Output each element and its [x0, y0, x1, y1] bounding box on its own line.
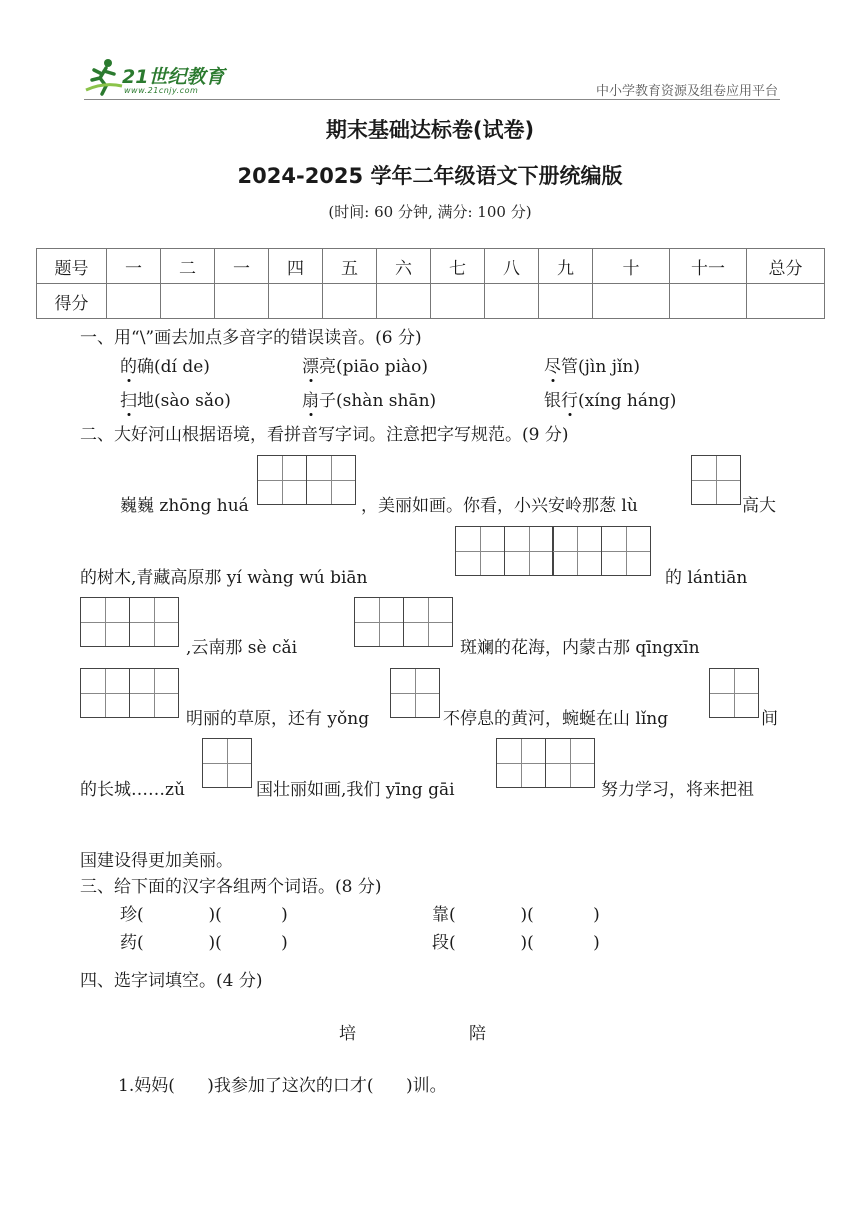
header-cell: 四: [269, 249, 323, 284]
score-cell[interactable]: [670, 284, 747, 319]
q2-text: 的树木,青藏高原那 yí wàng wú biān: [80, 568, 368, 588]
score-cell[interactable]: [485, 284, 539, 319]
tianzige-box[interactable]: [202, 738, 251, 788]
q2-text: 斑斓的花海，内蒙古那 qīngxīn: [460, 638, 700, 658]
site-logo: [84, 56, 254, 98]
tianzige-box[interactable]: [691, 455, 740, 505]
score-cell[interactable]: [593, 284, 670, 319]
tianzige-box[interactable]: [354, 597, 451, 647]
q2-text: ,云南那 sè cǎi: [186, 638, 298, 658]
tianzige-box[interactable]: [390, 668, 439, 718]
logo-text: 21世纪教育: [122, 66, 225, 88]
tianzige-box[interactable]: [709, 668, 758, 718]
tianzige-box[interactable]: [455, 526, 649, 576]
q1-item: 扇子(shàn shān): [302, 391, 437, 411]
q2-title: 二、大好河山根据语境，看拼音写字词。注意把字写规范。(9 分): [80, 425, 569, 445]
score-cell[interactable]: [161, 284, 215, 319]
q1-dotted-char: 的: [120, 357, 137, 377]
exam-subtitle: 2024-2025 学年二年级语文下册统编版: [237, 164, 623, 188]
q3-title: 三、给下面的汉字各组两个词语。(8 分): [80, 877, 382, 897]
q2-text: 国壮丽如画,我们 yīng gāi: [256, 780, 455, 800]
q4-option: 陪: [469, 1024, 486, 1044]
platform-name: 中小学教育资源及组卷应用平台: [595, 84, 778, 99]
header-cell: 五: [323, 249, 377, 284]
tianzige-box[interactable]: [80, 668, 177, 718]
tianzige-box[interactable]: [257, 455, 354, 505]
score-row-label: 得分: [37, 284, 107, 319]
score-table-score-row: [37, 284, 825, 319]
q3-item: 靠( )( ): [432, 905, 600, 925]
q2-text: 不停息的黄河，蜿蜒在山 lǐng: [443, 709, 669, 729]
q1-item: 扫地(sào sǎo): [120, 391, 231, 411]
q1-item: 银行(xíng háng): [544, 391, 677, 411]
q1-item: 的确(dí de): [120, 357, 210, 377]
q2-text: 国建设得更加美丽。: [80, 851, 233, 871]
header-cell: 一: [215, 249, 269, 284]
q4-sentence: 1.妈妈( )我参加了这次的口才( )训。: [118, 1076, 447, 1096]
header-cell: 七: [431, 249, 485, 284]
q3-item: 药( )( ): [120, 933, 288, 953]
q1-dotted-char: 扇: [302, 391, 319, 411]
score-cell[interactable]: [431, 284, 485, 319]
q2-text: 明丽的草原，还有 yǒng: [186, 709, 370, 729]
score-cell[interactable]: [323, 284, 377, 319]
q4-title: 四、选字词填空。(4 分): [80, 971, 263, 991]
tianzige-box[interactable]: [80, 597, 177, 647]
score-cell[interactable]: [107, 284, 161, 319]
score-cell[interactable]: [215, 284, 269, 319]
header-cell: 总分: [747, 249, 825, 284]
header-divider: [84, 99, 780, 100]
q1-dotted-char: 尽: [544, 357, 561, 377]
tianzige-box[interactable]: [496, 738, 593, 788]
q2-text: 间: [761, 709, 778, 729]
exam-time-info: (时间: 60 分钟, 满分: 100 分): [328, 203, 532, 221]
header-cell: 六: [377, 249, 431, 284]
q1-dotted-char: 行: [561, 391, 578, 411]
header-cell: 八: [485, 249, 539, 284]
q3-item: 段( )( ): [432, 933, 600, 953]
score-cell[interactable]: [747, 284, 825, 319]
q2-text: 巍巍 zhōng huá: [120, 496, 249, 516]
q2-text: 的长城……zǔ: [80, 780, 185, 800]
q2-text: 努力学习，将来把祖: [601, 780, 754, 800]
q1-dotted-char: 扫: [120, 391, 137, 411]
score-cell[interactable]: [269, 284, 323, 319]
header-cell: 题号: [37, 249, 107, 284]
q1-item: 漂亮(piāo piào): [302, 357, 429, 377]
q2-text: 高大: [742, 496, 776, 516]
header-cell: 十一: [670, 249, 747, 284]
q2-text: 的 lántiān: [665, 568, 748, 588]
q3-item: 珍( )( ): [120, 905, 288, 925]
header-cell: 一: [107, 249, 161, 284]
q1-title: 一、用“\”画去加点多音字的错误读音。(6 分): [80, 328, 422, 348]
score-cell[interactable]: [377, 284, 431, 319]
q2-text: ，美丽如画。你看，小兴安岭那葱 lù: [361, 496, 638, 516]
header-cell: 十: [593, 249, 670, 284]
score-cell[interactable]: [539, 284, 593, 319]
score-table-header-row: [37, 249, 825, 284]
exam-title: 期末基础达标卷(试卷): [325, 118, 535, 142]
q1-dotted-char: 漂: [302, 357, 319, 377]
score-table: [36, 248, 825, 319]
q1-item: 尽管(jìn jǐn): [544, 357, 640, 377]
runner-logo-icon: [84, 56, 124, 96]
q4-option: 培: [339, 1024, 356, 1044]
header-cell: 九: [539, 249, 593, 284]
logo-url: www.21cnjy.com: [124, 86, 199, 95]
header-cell: 二: [161, 249, 215, 284]
